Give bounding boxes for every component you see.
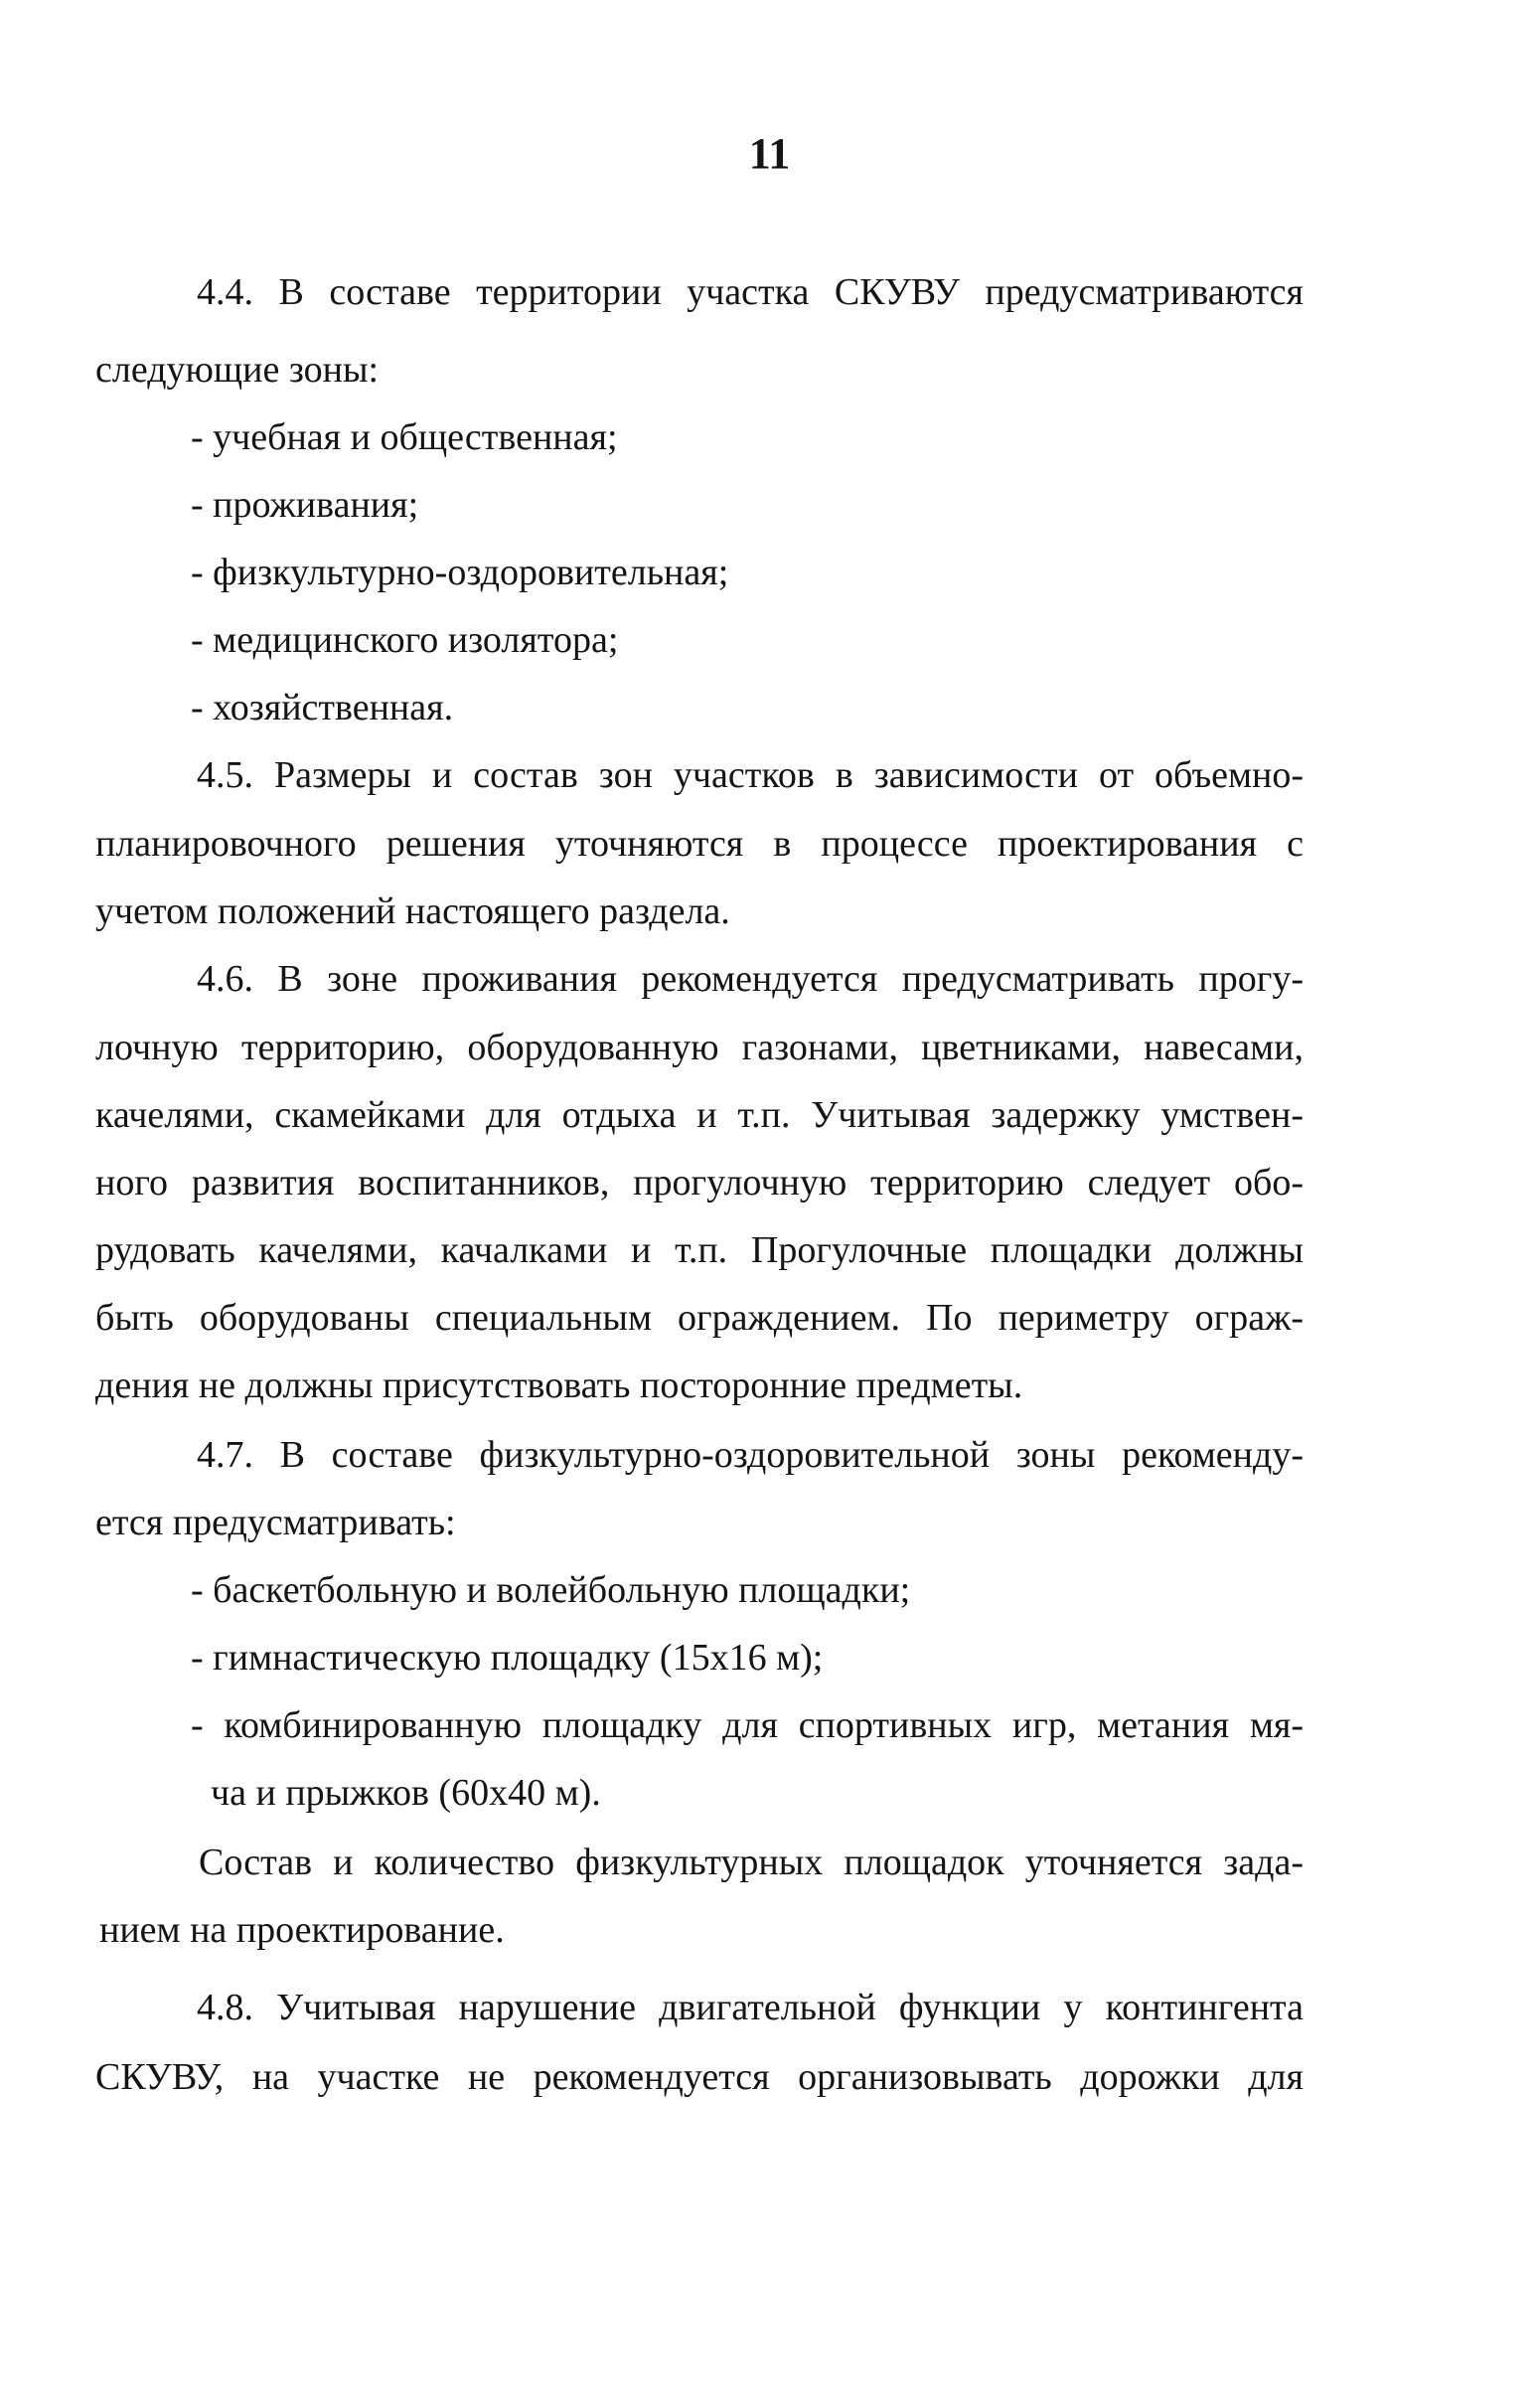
text-line: 4.5. Размеры и состав зон участков в зависимости от объемно- bbox=[197, 754, 1304, 796]
list-item: - проживания; bbox=[191, 484, 419, 526]
text-line: Состав и количество физкультурных площадок уточняется зада- bbox=[199, 1842, 1304, 1883]
list-item: - учебная и общественная; bbox=[191, 416, 618, 458]
text-line: 4.8. Учитывая нарушение двигательной функции у контингента bbox=[197, 1987, 1304, 2028]
text-line: ется предусматривать: bbox=[95, 1502, 456, 1543]
list-item: - баскетбольную и волейбольную площадки; bbox=[191, 1569, 911, 1611]
text-line: рудовать качелями, качалками и т.п. Прогулочные площадки должны bbox=[95, 1229, 1304, 1271]
list-item: - комбинированную площадку для спортивных игр, метания мя- bbox=[191, 1704, 1304, 1746]
list-item: - хозяйственная. bbox=[191, 687, 454, 728]
page-number: 11 bbox=[748, 129, 791, 178]
text-line: ного развития воспитанников, прогулочную территорию следует обо- bbox=[95, 1162, 1304, 1204]
text-line: дения не должны присутствовать посторонние предметы. bbox=[95, 1365, 1023, 1406]
text-line: ча и прыжков (60х40 м). bbox=[211, 1772, 601, 1814]
text-line: качелями, скамейками для отдыха и т.п. Учитывая задержку умствен- bbox=[95, 1094, 1304, 1136]
text-line: следующие зоны: bbox=[95, 349, 380, 391]
text-line: 4.6. В зоне проживания рекомендуется предусматривать прогу- bbox=[197, 958, 1304, 1000]
text-line: быть оборудованы специальным ограждением. По периметру ограж- bbox=[95, 1297, 1304, 1339]
text-line: учетом положений настоящего раздела. bbox=[95, 890, 730, 932]
text-line: СКУВУ, на участке не рекомендуется организовывать дорожки для bbox=[95, 2056, 1304, 2098]
list-item: - гимнастическую площадку (15х16 м); bbox=[191, 1637, 824, 1679]
text-line: планировочного решения уточняются в процессе проектирования с bbox=[95, 823, 1304, 865]
list-item: - медицинского изолятора; bbox=[191, 619, 619, 661]
text-line: нием на проектирование. bbox=[99, 1909, 505, 1951]
list-item: - физкультурно-оздоровительная; bbox=[191, 552, 729, 593]
text-line: 4.4. В составе территории участка СКУВУ предусматриваются bbox=[197, 271, 1304, 313]
text-line: 4.7. В составе физкультурно-оздоровительной зоны рекоменду- bbox=[197, 1434, 1304, 1476]
text-line: лочную территорию, оборудованную газонами, цветниками, навесами, bbox=[95, 1027, 1304, 1068]
